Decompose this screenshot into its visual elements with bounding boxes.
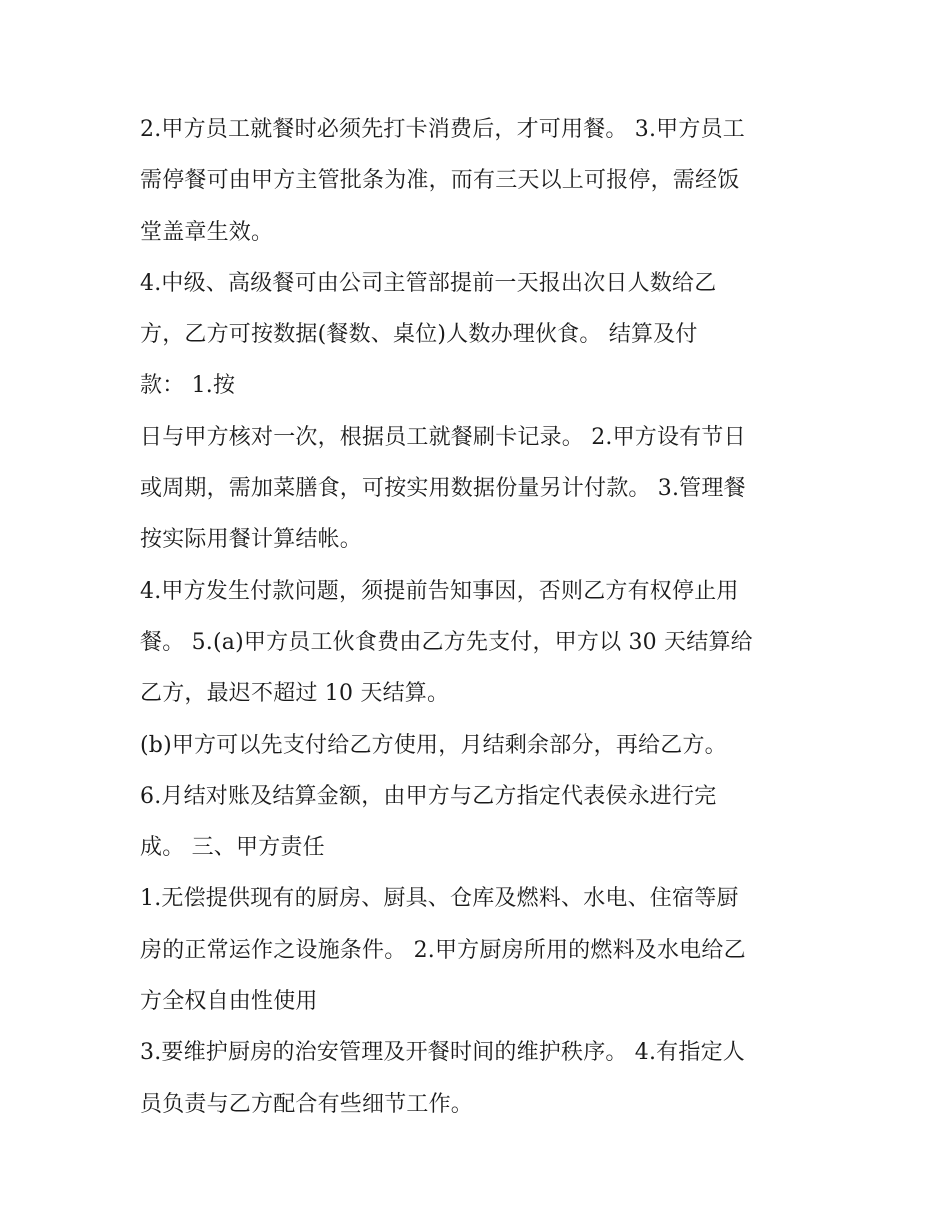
text-line: 餐。 5.(a)甲方员工伙食费由乙方先支付，甲方以 30 天结算给 bbox=[140, 629, 753, 655]
text-line: 或周期，需加菜膳食，可按实用数据份量另计付款。 3.管理餐 bbox=[140, 476, 746, 502]
text-line: 方全权自由性使用 bbox=[140, 989, 318, 1015]
text-line: 员负责与乙方配合有些细节工作。 bbox=[140, 1091, 474, 1117]
text-line: 乙方，最迟不超过 10 天结算。 bbox=[140, 681, 450, 707]
text-line: 日与甲方核对一次，根据员工就餐刷卡记录。 2.甲方设有节日 bbox=[140, 424, 746, 450]
text-line: 方，乙方可按数据(餐数、桌位)人数办理伙食。 结算及付 bbox=[140, 322, 698, 348]
text-line: 需停餐可由甲方主管批条为准，而有三天以上可报停，需经饭 bbox=[140, 168, 740, 194]
text-line: 3.要维护厨房的治安管理及开餐时间的维护秩序。 4.有指定人 bbox=[140, 1040, 745, 1066]
text-line: 房的正常运作之设施条件。 2.甲方厨房所用的燃料及水电给乙 bbox=[140, 937, 746, 963]
text-line: 成。 三、甲方责任 bbox=[140, 835, 325, 861]
text-line: 1.无偿提供现有的厨房、厨具、仓库及燃料、水电、住宿等厨 bbox=[140, 886, 739, 912]
text-line: (b)甲方可以先支付给乙方使用，月结剩余部分，再给乙方。 bbox=[140, 732, 727, 758]
text-line: 款： 1.按 bbox=[140, 373, 236, 399]
document-body bbox=[140, 104, 820, 1130]
text-line: 按实际用餐计算结帐。 bbox=[140, 527, 363, 553]
text-line: 4.甲方发生付款问题，须提前告知事因，否则乙方有权停止用 bbox=[140, 578, 739, 604]
text-line: 2.甲方员工就餐时必须先打卡消费后，才可用餐。 3.甲方员工 bbox=[140, 117, 745, 142]
text-line: 6.月结对账及结算金额，由甲方与乙方指定代表侯永进行完 bbox=[140, 783, 717, 809]
text-line: 堂盖章生效。 bbox=[140, 219, 274, 245]
text-line: 4.中级、高级餐可由公司主管部提前一天报出次日人数给乙 bbox=[140, 270, 717, 296]
